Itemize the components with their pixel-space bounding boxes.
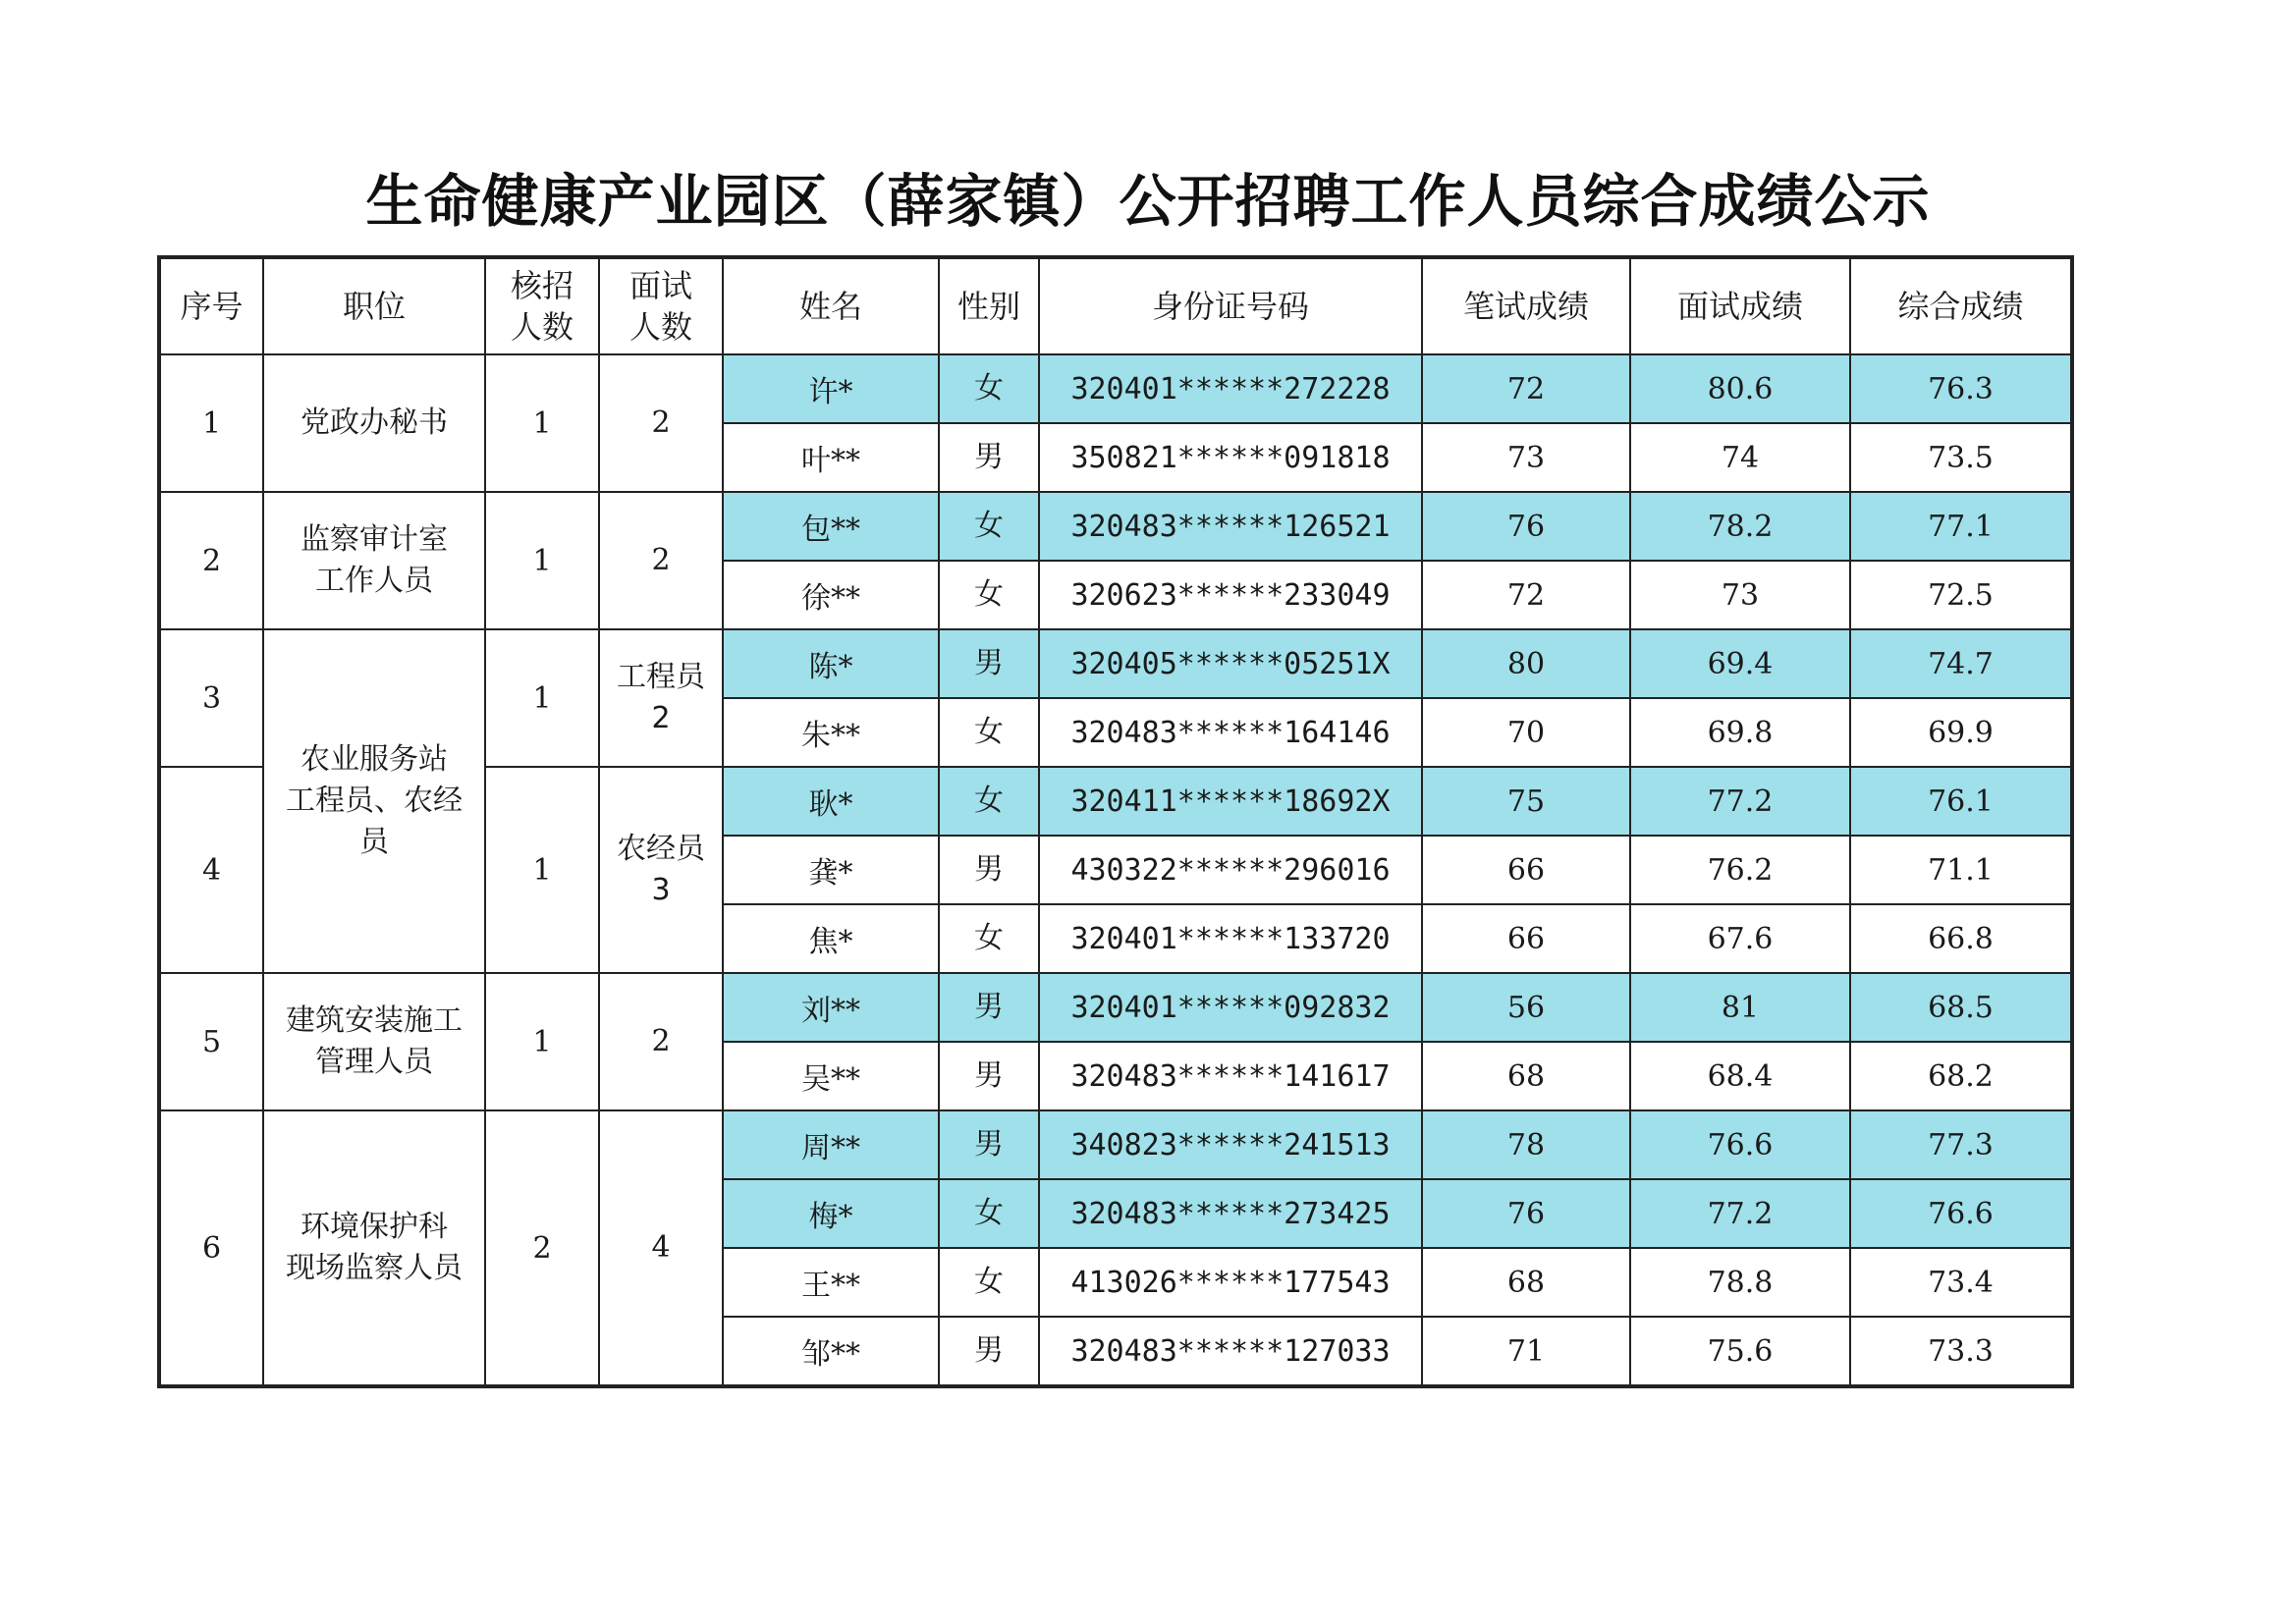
total-score: 68.5 [1850,973,2072,1042]
candidate-id: 320483******127033 [1039,1317,1422,1386]
group-quota: 1 [485,492,599,629]
total-score: 77.3 [1850,1110,2072,1179]
group-position: 党政办秘书 [263,354,485,492]
candidate-id: 320411******18692X [1039,767,1422,836]
interview-score: 80.6 [1630,354,1850,423]
candidate-name: 许* [723,354,939,423]
candidate-name: 朱** [723,698,939,767]
written-score: 72 [1422,561,1630,629]
group-index: 4 [159,767,263,973]
total-score: 71.1 [1850,836,2072,904]
candidate-name: 邹** [723,1317,939,1386]
candidate-id: 320483******164146 [1039,698,1422,767]
page-title: 生命健康产业园区（薛家镇）公开招聘工作人员综合成绩公示 [365,168,1931,235]
header-index: 序号 [159,257,263,354]
candidate-id: 413026******177543 [1039,1248,1422,1317]
candidate-id: 320401******272228 [1039,354,1422,423]
total-score: 73.4 [1850,1248,2072,1317]
total-score: 66.8 [1850,904,2072,973]
written-score: 56 [1422,973,1630,1042]
total-score: 73.5 [1850,423,2072,492]
total-score: 74.7 [1850,629,2072,698]
candidate-name: 梅* [723,1179,939,1248]
group-position: 建筑安装施工 管理人员 [263,973,485,1110]
header-id-number: 身份证号码 [1039,257,1422,354]
candidate-id: 320483******126521 [1039,492,1422,561]
group-quota: 1 [485,629,599,767]
candidate-gender: 女 [939,1179,1039,1248]
candidate-gender: 女 [939,698,1039,767]
candidate-id: 320401******092832 [1039,973,1422,1042]
candidate-id: 430322******296016 [1039,836,1422,904]
group-position: 环境保护科 现场监察人员 [263,1110,485,1386]
interview-score: 68.4 [1630,1042,1850,1110]
header-interview-score: 面试成绩 [1630,257,1850,354]
total-score: 76.1 [1850,767,2072,836]
group-interviewees: 2 [599,973,723,1110]
candidate-name: 包** [723,492,939,561]
written-score: 75 [1422,767,1630,836]
candidate-gender: 女 [939,767,1039,836]
table-row [159,973,2072,1042]
interview-score: 69.4 [1630,629,1850,698]
header-written-score: 笔试成绩 [1422,257,1630,354]
group-quota: 1 [485,973,599,1110]
candidate-gender: 男 [939,1317,1039,1386]
header-row [159,257,2072,354]
candidate-name: 周** [723,1110,939,1179]
candidate-gender: 女 [939,492,1039,561]
candidate-id: 320483******141617 [1039,1042,1422,1110]
written-score: 71 [1422,1317,1630,1386]
header-total-score: 综合成绩 [1850,257,2072,354]
candidate-gender: 女 [939,561,1039,629]
header-interviewees: 面试 人数 [599,257,723,354]
interview-score: 81 [1630,973,1850,1042]
candidate-name: 刘** [723,973,939,1042]
candidate-gender: 男 [939,836,1039,904]
interview-score: 77.2 [1630,767,1850,836]
total-score: 76.3 [1850,354,2072,423]
written-score: 68 [1422,1248,1630,1317]
total-score: 68.2 [1850,1042,2072,1110]
interview-score: 76.6 [1630,1110,1850,1179]
candidate-gender: 男 [939,423,1039,492]
group-quota: 1 [485,354,599,492]
group-interviewees: 农经员 3 [599,767,723,973]
group-interviewees: 4 [599,1110,723,1386]
group-index: 3 [159,629,263,767]
header-position: 职位 [263,257,485,354]
score-table [157,255,2074,1388]
interview-score: 75.6 [1630,1317,1850,1386]
group-interviewees: 2 [599,492,723,629]
candidate-id: 340823******241513 [1039,1110,1422,1179]
candidate-id: 350821******091818 [1039,423,1422,492]
table-row [159,354,2072,423]
candidate-gender: 女 [939,354,1039,423]
candidate-name: 叶** [723,423,939,492]
table-row [159,492,2072,561]
interview-score: 74 [1630,423,1850,492]
written-score: 66 [1422,904,1630,973]
table-row [159,629,2072,698]
candidate-name: 耿* [723,767,939,836]
candidate-name: 王** [723,1248,939,1317]
group-index: 6 [159,1110,263,1386]
candidate-name: 龚* [723,836,939,904]
interview-score: 69.8 [1630,698,1850,767]
written-score: 76 [1422,492,1630,561]
written-score: 68 [1422,1042,1630,1110]
table-row [159,1110,2072,1179]
candidate-gender: 女 [939,1248,1039,1317]
header-name: 姓名 [723,257,939,354]
candidate-id: 320401******133720 [1039,904,1422,973]
interview-score: 67.6 [1630,904,1850,973]
candidate-gender: 男 [939,1042,1039,1110]
interview-score: 73 [1630,561,1850,629]
group-quota: 1 [485,767,599,973]
candidate-name: 吴** [723,1042,939,1110]
candidate-id: 320623******233049 [1039,561,1422,629]
group-index: 1 [159,354,263,492]
candidate-id: 320483******273425 [1039,1179,1422,1248]
group-index: 2 [159,492,263,629]
interview-score: 76.2 [1630,836,1850,904]
candidate-gender: 女 [939,904,1039,973]
written-score: 66 [1422,836,1630,904]
written-score: 80 [1422,629,1630,698]
table-body [159,354,2072,1386]
written-score: 76 [1422,1179,1630,1248]
written-score: 72 [1422,354,1630,423]
group-position: 农业服务站 工程员、农经 员 [263,629,485,973]
total-score: 69.9 [1850,698,2072,767]
interview-score: 77.2 [1630,1179,1850,1248]
group-interviewees: 工程员 2 [599,629,723,767]
total-score: 73.3 [1850,1317,2072,1386]
candidate-gender: 男 [939,1110,1039,1179]
candidate-gender: 男 [939,629,1039,698]
group-quota: 2 [485,1110,599,1386]
written-score: 70 [1422,698,1630,767]
candidate-name: 徐** [723,561,939,629]
written-score: 78 [1422,1110,1630,1179]
group-position: 监察审计室 工作人员 [263,492,485,629]
header-quota: 核招 人数 [485,257,599,354]
header-gender: 性别 [939,257,1039,354]
written-score: 73 [1422,423,1630,492]
total-score: 72.5 [1850,561,2072,629]
total-score: 76.6 [1850,1179,2072,1248]
interview-score: 78.2 [1630,492,1850,561]
total-score: 77.1 [1850,492,2072,561]
candidate-name: 陈* [723,629,939,698]
group-interviewees: 2 [599,354,723,492]
candidate-gender: 男 [939,973,1039,1042]
candidate-id: 320405******05251X [1039,629,1422,698]
interview-score: 78.8 [1630,1248,1850,1317]
group-index: 5 [159,973,263,1110]
candidate-name: 焦* [723,904,939,973]
